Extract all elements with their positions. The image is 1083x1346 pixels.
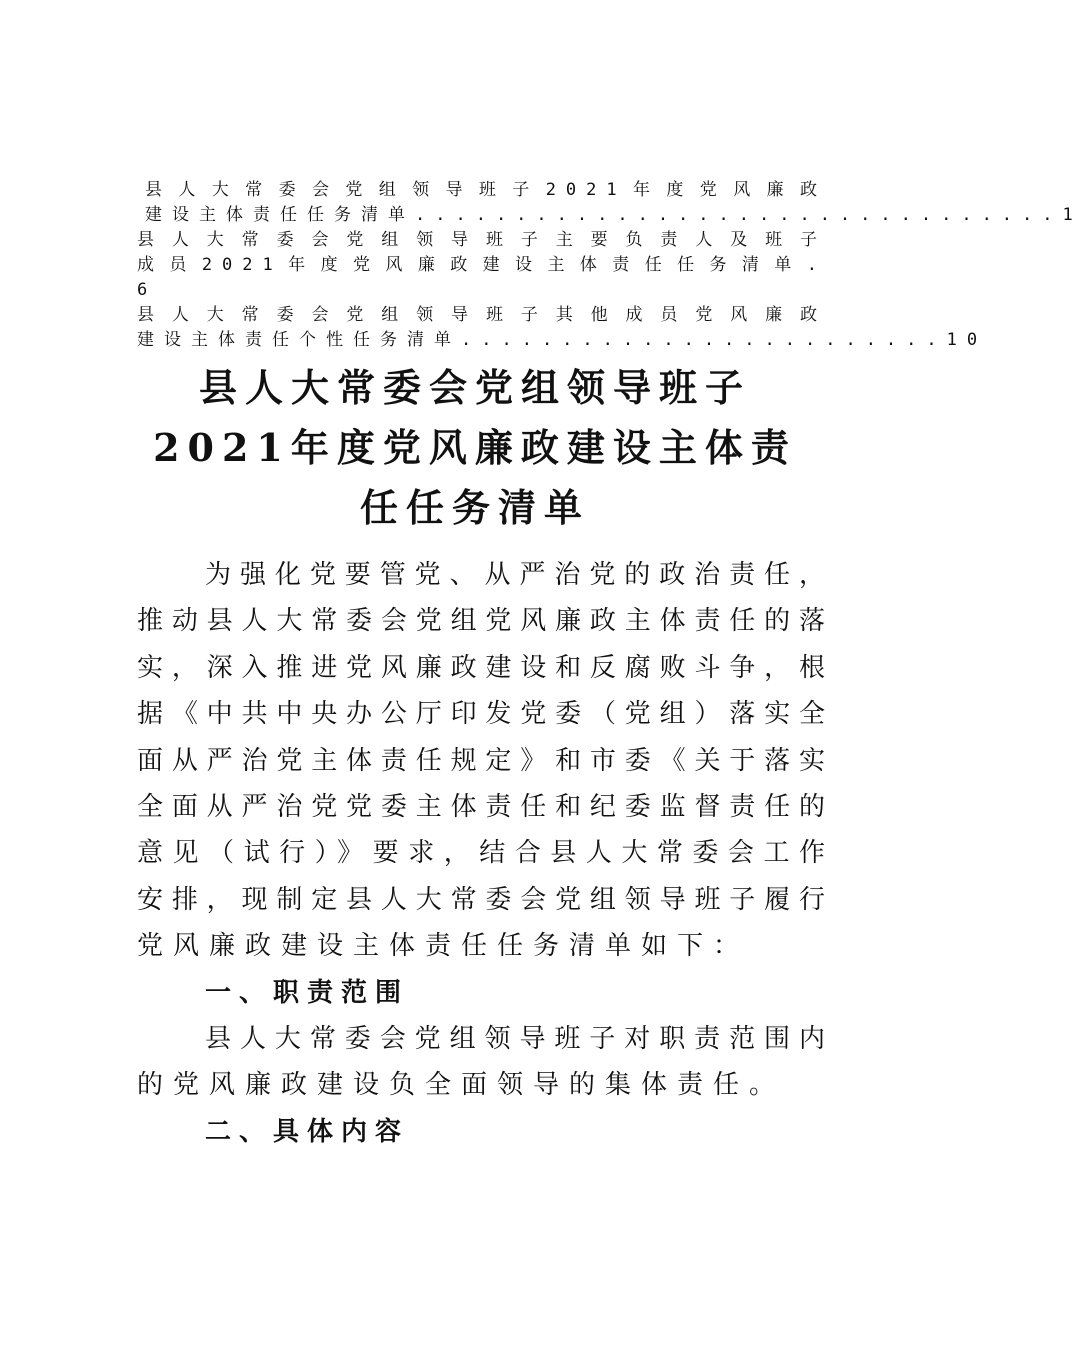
toc-entry-2[interactable] [137, 228, 827, 303]
toc-entry-line: 县人大常委会党组领导班子其他成员党风廉政 [137, 305, 827, 325]
paragraph-line: 推动县人大常委会党组党风廉政主体责任的落 [137, 606, 827, 637]
toc-entry-1[interactable] [137, 178, 1083, 228]
toc-entry-line: 建设主体责任个性任务清单........................10 [137, 330, 988, 350]
toc-entry-line: 成员2021年度党风廉政建设主体责任任务清单. [137, 255, 827, 275]
paragraph-line: 全面从严治党党委主体责任和纪委监督责任的 [137, 791, 827, 822]
title-line: 任任务清单 [359, 485, 590, 530]
document-body [137, 552, 827, 1155]
section-heading-2: 二、具体内容 [205, 1116, 410, 1147]
toc-entry-line: 建设主体责任任务清单................................1 [145, 205, 1083, 225]
paragraph-line: 的党风廉政建设负全面领导的集体责任。 [137, 1070, 786, 1101]
paragraph-line: 县人大常委会党组领导班子对职责范围内 [205, 1023, 827, 1054]
paragraph-line: 意见（试行）》要求，结合县人大常委会工作 [137, 838, 827, 869]
toc-entry-line: 县人大常委会党组领导班子主要负责人及班子 [137, 230, 827, 250]
title-line: 2021年度党风廉政建设主体责 [153, 425, 797, 470]
title-line: 县人大常委会党组领导班子 [198, 365, 751, 410]
paragraph-line: 据《中共中央办公厅印发党委（党组）落实全 [137, 699, 827, 730]
toc-entry-3[interactable] [137, 303, 988, 353]
paragraph-line: 实，深入推进党风廉政建设和反腐败斗争，根 [137, 652, 827, 683]
section-1-paragraph [137, 1016, 827, 1109]
table-of-contents [137, 178, 1083, 353]
paragraph-line: 安排，现制定县人大常委会党组领导班子履行 [137, 884, 827, 915]
paragraph-line: 面从严治党主体责任规定》和市委《关于落实 [137, 745, 827, 776]
toc-entry-page-number: 6 [137, 280, 158, 300]
intro-paragraph [137, 552, 827, 970]
document-title [0, 358, 950, 538]
section-heading-1: 一、职责范围 [205, 977, 410, 1008]
paragraph-line: 为强化党要管党、从严治党的政治责任， [205, 560, 827, 590]
paragraph-line: 党风廉政建设主体责任任务清单如下： [137, 931, 750, 962]
toc-entry-line: 县人大常委会党组领导班子2021年度党风廉政 [145, 180, 827, 200]
